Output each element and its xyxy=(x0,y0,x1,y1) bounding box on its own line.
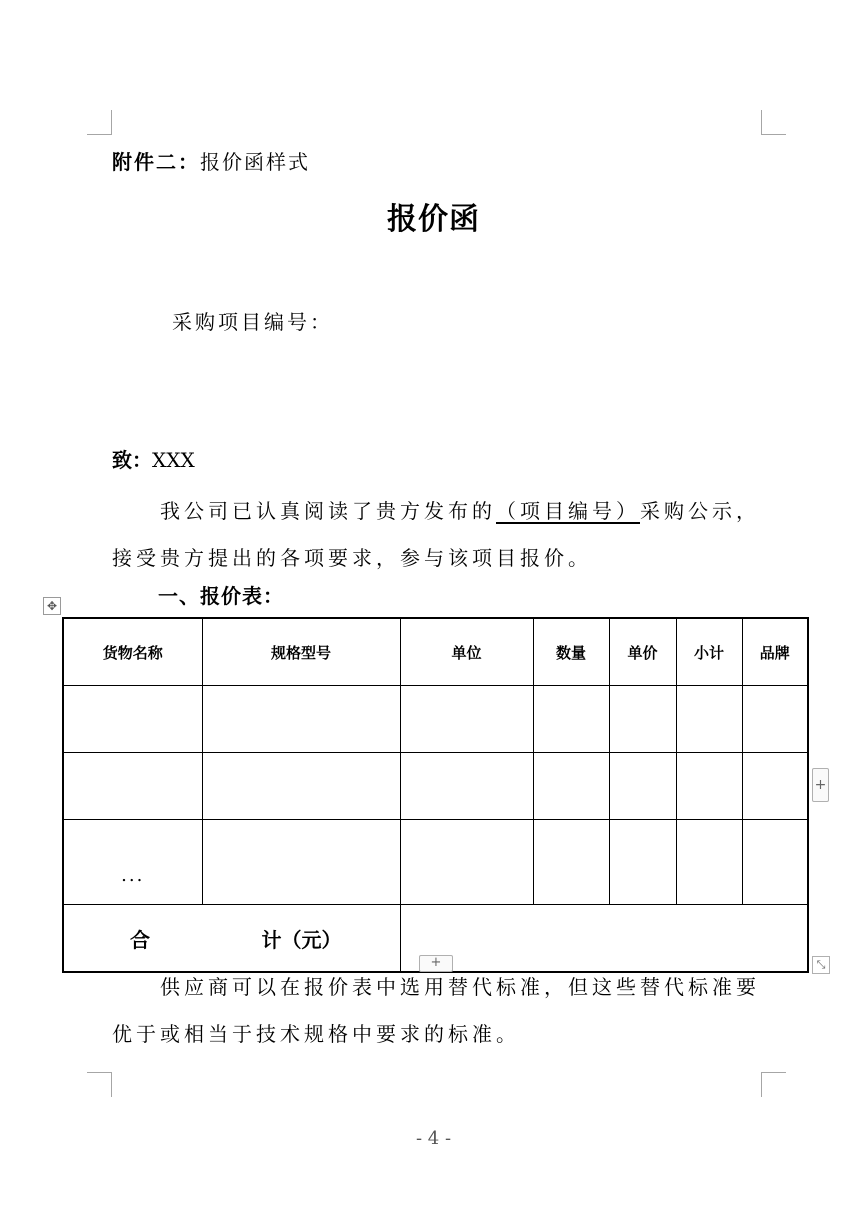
total-value-cell[interactable] xyxy=(400,905,808,973)
table-row xyxy=(63,686,808,753)
table-cell[interactable] xyxy=(202,686,400,753)
table-cell[interactable] xyxy=(400,753,533,820)
section-heading-quote-table: 一、报价表： xyxy=(158,584,284,608)
table-cell[interactable] xyxy=(609,753,676,820)
intro-text-before: 我公司已认真阅读了贵方发布的 xyxy=(160,499,496,523)
recipient-line xyxy=(112,444,195,473)
margin-corner-bottom-right xyxy=(761,1072,786,1097)
attachment-title: 报价函样式 xyxy=(200,150,310,174)
table-cell[interactable] xyxy=(63,686,202,753)
col-header-unit[interactable]: 单位 xyxy=(400,618,533,686)
col-header-subtotal[interactable]: 小计 xyxy=(676,618,742,686)
table-cell[interactable] xyxy=(533,686,609,753)
col-header-brand[interactable]: 品牌 xyxy=(742,618,808,686)
total-label-left: 合 xyxy=(130,927,150,952)
margin-corner-top-left xyxy=(87,110,112,135)
table-resize-icon[interactable]: ⤡ xyxy=(812,956,830,974)
margin-corner-bottom-left xyxy=(87,1072,112,1097)
substitution-paragraph: 供应商可以在报价表中选用替代标准，但这些替代标准要优于或相当于技术规格中要求的标准。 xyxy=(112,975,760,1046)
table-cell[interactable] xyxy=(676,753,742,820)
table-cell[interactable] xyxy=(742,820,808,905)
table-row xyxy=(63,820,808,905)
attachment-label: 附件二： xyxy=(112,150,200,174)
total-label-right: 计（元） xyxy=(261,927,342,952)
table-cell[interactable] xyxy=(533,820,609,905)
table-header-row xyxy=(63,618,808,686)
table-cell[interactable] xyxy=(676,686,742,753)
table-move-icon[interactable]: ✥ xyxy=(43,597,61,615)
add-column-plus-icon[interactable]: + xyxy=(419,955,453,972)
recipient-value: XXX xyxy=(152,448,195,472)
col-header-unit-price[interactable]: 单价 xyxy=(609,618,676,686)
page-number: - 4 - xyxy=(415,1128,452,1149)
attachment-heading xyxy=(112,146,310,175)
table-cell[interactable] xyxy=(676,820,742,905)
margin-corner-top-right xyxy=(761,110,786,135)
table-cell[interactable] xyxy=(63,753,202,820)
document-title: 报价函 xyxy=(387,202,480,237)
total-label-cell[interactable] xyxy=(63,905,400,973)
table-cell[interactable] xyxy=(742,753,808,820)
table-cell[interactable] xyxy=(609,686,676,753)
table-cell[interactable] xyxy=(202,820,400,905)
table-cell[interactable] xyxy=(400,686,533,753)
table-cell[interactable] xyxy=(533,753,609,820)
intro-text-after: 采购公示，接受贵方提出的各项要求，参与该项目报价。 xyxy=(112,499,760,570)
table-cell[interactable] xyxy=(202,753,400,820)
table-row xyxy=(63,753,808,820)
table-cell[interactable] xyxy=(609,820,676,905)
project-number-placeholder: （项目编号） xyxy=(496,499,640,523)
col-header-goods-name[interactable]: 货物名称 xyxy=(63,618,202,686)
table-cell[interactable] xyxy=(742,686,808,753)
add-row-plus-icon[interactable]: + xyxy=(812,768,829,802)
quote-table xyxy=(62,617,809,973)
table-cell[interactable] xyxy=(400,820,533,905)
col-header-quantity[interactable]: 数量 xyxy=(533,618,609,686)
intro-paragraph xyxy=(112,488,772,582)
col-header-spec-model[interactable]: 规格型号 xyxy=(202,618,400,686)
recipient-label: 致： xyxy=(112,448,152,472)
ellipsis-cell[interactable]: ... xyxy=(63,820,202,905)
project-number-label: 采购项目编号： xyxy=(172,310,333,334)
